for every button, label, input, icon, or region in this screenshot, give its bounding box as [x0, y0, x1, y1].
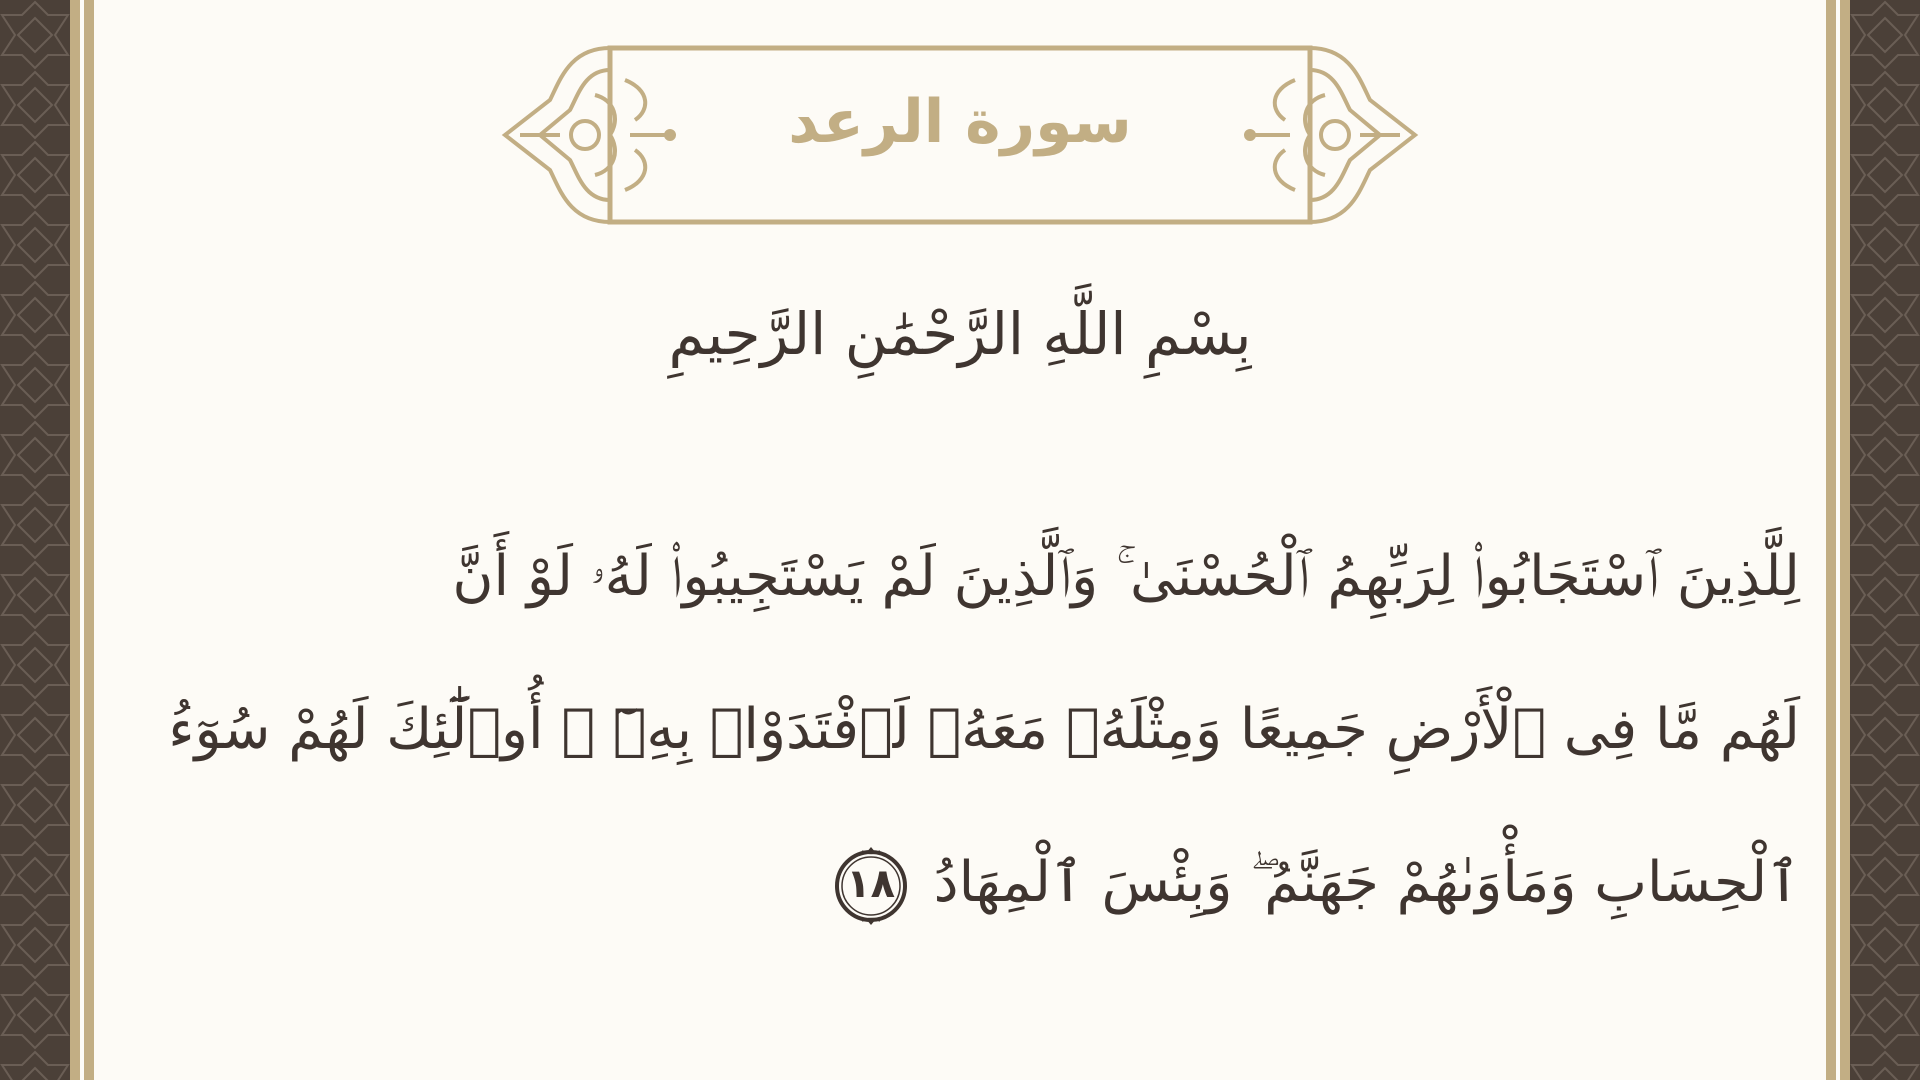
verse-line-3 — [230, 806, 1800, 959]
right-geometric-border — [1850, 0, 1920, 1080]
left-gold-bar-outer — [70, 0, 80, 1080]
surah-title: سورة الرعد — [788, 87, 1132, 157]
ayah-number: ١٨ — [846, 860, 896, 907]
right-divider-line — [1836, 0, 1840, 1080]
verse-line-2: لَهُم مَّا فِى ٱلْأَرْضِ جَمِيعًا وَمِثْلَهُۥ مَعَهُۥ لَٱفْتَدَوْا۟ بِهِۦٓ ۚ أُو۟لَٰٓئِكَ لَهُمْ سُوٓءُ — [168, 697, 1800, 762]
right-gold-bar-inner — [1826, 0, 1836, 1080]
left-gold-bar-inner — [84, 0, 94, 1080]
ayah-end-marker — [830, 845, 912, 927]
surah-title-cartouche — [500, 40, 1420, 230]
right-gold-bar-outer — [1840, 0, 1850, 1080]
basmala: بِسْمِ اللَّهِ الرَّحْمَٰنِ الرَّحِيمِ — [668, 300, 1252, 368]
verse-text — [168, 500, 1800, 959]
verse-line-1: لِلَّذِينَ ٱسْتَجَابُوا۟ لِرَبِّهِمُ ٱلْحُسْنَىٰ ۚ وَٱلَّذِينَ لَمْ يَسْتَجِيبُوا۟ لَهُۥ لَوْ أَنَّ — [452, 544, 1800, 609]
verse-line-3-text: ٱلْحِسَابِ وَمَأْوَىٰهُمْ جَهَنَّمُ ۖ وَبِئْسَ ٱلْمِهَادُ — [933, 850, 1800, 915]
left-geometric-border — [0, 0, 70, 1080]
